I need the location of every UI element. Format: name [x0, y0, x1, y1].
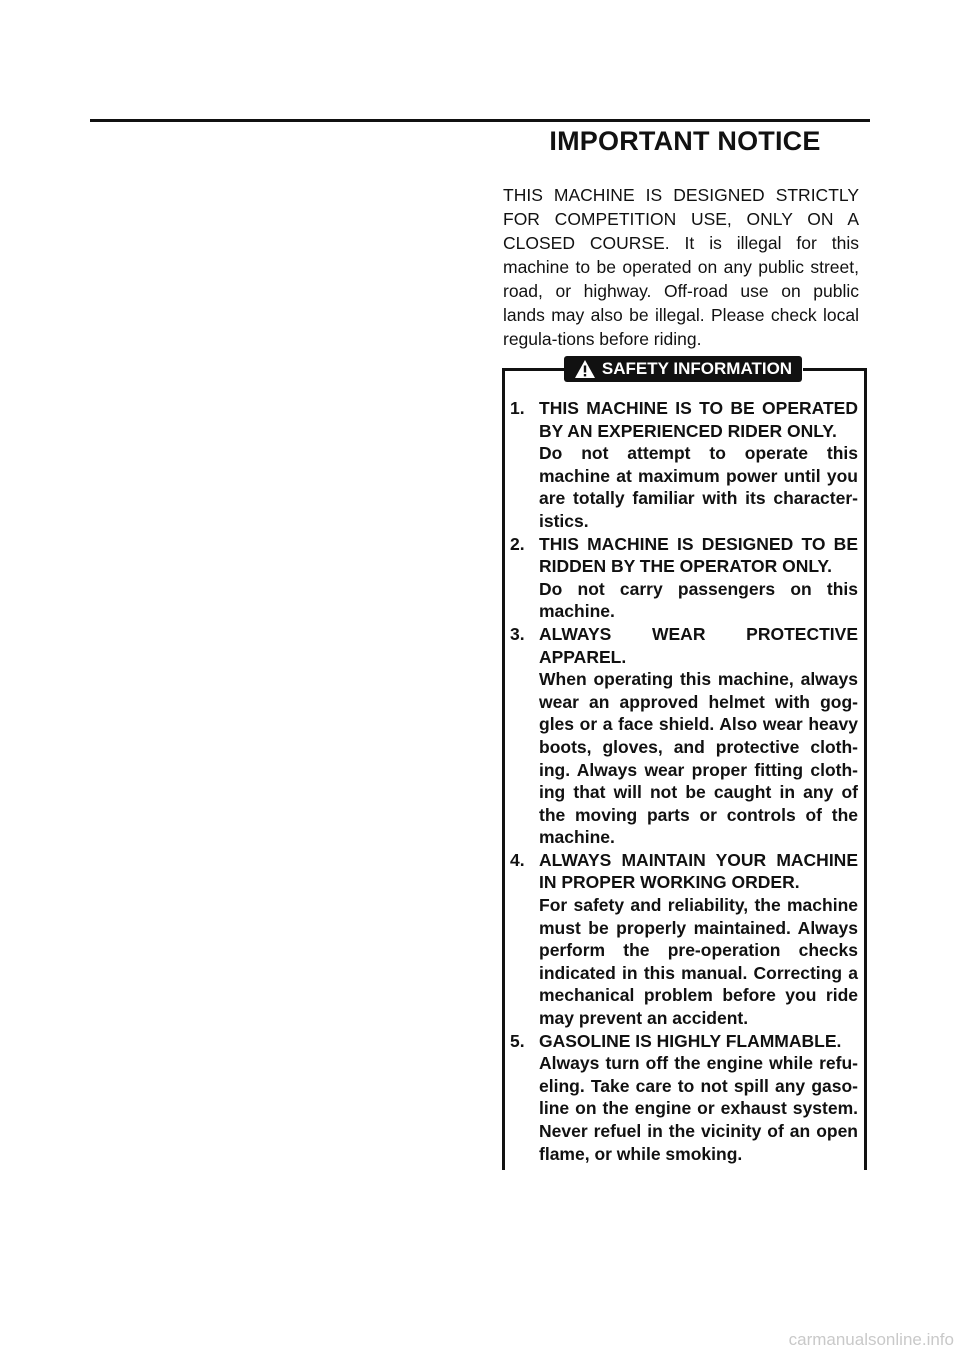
item-body: Do not carry passengers on this machine.: [539, 578, 858, 622]
warning-triangle-icon: [574, 359, 596, 379]
safety-badge-label: SAFETY INFORMATION: [601, 359, 793, 378]
safety-item-1: [510, 397, 858, 533]
item-number: 3.: [510, 623, 525, 644]
item-heading: ALWAYS MAINTAIN YOUR MACHINE IN PROPER WORKING ORDER.: [539, 849, 858, 893]
item-body: Do not attempt to operate this machine at maximum power until you are totally familiar with its character-istics.: [539, 443, 858, 531]
box-right-border: [864, 368, 867, 1170]
item-heading: GASOLINE IS HIGHLY FLAMMABLE.: [539, 1030, 842, 1051]
safety-item-5: [510, 1030, 858, 1166]
item-number: 5.: [510, 1030, 525, 1051]
safety-item-3: [510, 623, 858, 849]
header-rule: [90, 119, 870, 122]
page-title: IMPORTANT NOTICE: [549, 126, 821, 156]
notice-paragraph: THIS MACHINE IS DESIGNED STRICTLY FOR COMPETITION USE, ONLY ON A CLOSED COURSE. It is illegal for this machine to be operated on any public street, road, or highway. Off-road use on public lands may also be illegal. Please check local regula-tions before riding.: [503, 185, 859, 349]
watermark-link[interactable]: carmanualsonline.info: [788, 1330, 954, 1349]
item-heading: THIS MACHINE IS TO BE OPERATED BY AN EXPERIENCED RIDER ONLY.: [539, 398, 858, 441]
item-number: 2.: [510, 533, 525, 554]
box-left-border: [502, 368, 505, 1170]
box-top-right-border: [803, 368, 867, 371]
item-body: For safety and reliability, the machine must be properly maintained. Always perform the pre-operation checks indicated in this manual. Correcting a mechanical problem before you ride may prevent an accident.: [539, 895, 858, 1029]
safety-item-2: [510, 533, 858, 623]
item-body: When operating this machine, always wear an approved helmet with gog-gles or a face shield. Also wear heavy boots, gloves, and protective cloth-ing. Always wear proper fitting cloth-ing that will not be caught in any of the moving parts or controls of the machine.: [539, 669, 858, 848]
item-heading: ALWAYS WEAR PROTECTIVE APPAREL.: [539, 623, 858, 667]
item-body: Always turn off the engine while refu-eling. Take care to not spill any gaso-line on the engine or exhaust system. Never refuel in the vicinity of an open flame, or while smoking.: [539, 1053, 858, 1164]
item-number: 4.: [510, 849, 525, 870]
safety-information-badge: [564, 356, 802, 382]
safety-list: [510, 397, 858, 1165]
item-heading: THIS MACHINE IS DESIGNED TO BE RIDDEN BY THE OPERATOR ONLY.: [539, 533, 858, 577]
item-number: 1.: [510, 398, 525, 418]
safety-item-4: [510, 849, 858, 1030]
box-top-left-border: [502, 368, 566, 371]
